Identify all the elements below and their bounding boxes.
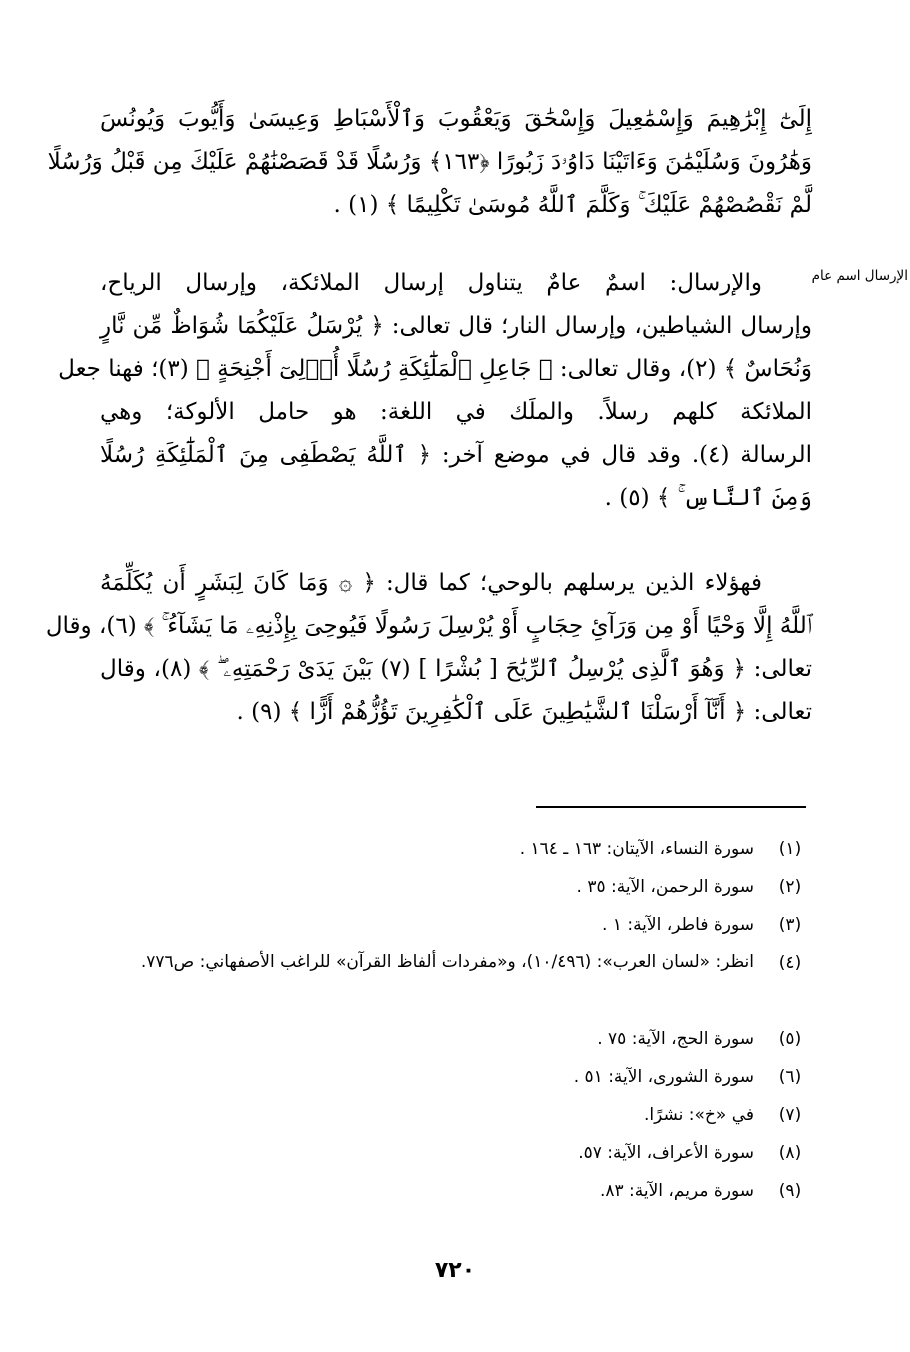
footnote-text: سورة النساء، الآيتان: ١٦٣ ـ ١٦٤ . — [519, 839, 754, 859]
text-line: تعالى: ﴿ أَنَّآ أَرْسَلْنَا ٱلشَّيَٰطِينَ عَلَى ٱلْكَٰفِرِينَ تَؤُزُّهُمْ أَزًّا ﴾ (٩) . — [236, 699, 812, 725]
footnote — [90, 1020, 810, 1058]
footnote-text: سورة الأعراف، الآية: ٥٧. — [578, 1143, 754, 1163]
footnote-number: (٢) — [778, 877, 802, 897]
text-line: وإرسال الشياطين، وإرسال النار؛ قال تعالى: ﴿ يُرْسَلُ عَلَيْكُمَا شُوَاظٌ مِّن نَّارٍ — [100, 313, 812, 339]
footnote — [90, 868, 810, 906]
text-line: وَنُحَاسٌ ﴾ (٢)، وقال تعالى: ﴿ جَاعِلِ ٱلْمَلَٰٓئِكَةِ رُسُلًا أُو۟لِىٓ أَجْنِحَةٍ ﴾ (٣)؛ فهنا جعل — [58, 356, 812, 382]
text-line: تعالى: ﴿ وَهُوَ ٱلَّذِى يُرْسِلُ ٱلرِّيَٰحَ [ بُشْرًا ] (٧) بَيْنَ يَدَىْ رَحْمَتِهِۦ ۖ ﴾ (٨)، وقال — [100, 656, 813, 682]
verse-block — [47, 98, 812, 227]
footnotes — [90, 830, 810, 1210]
footnote — [90, 906, 810, 944]
footnote — [90, 1134, 810, 1172]
footnote-text: سورة الشورى، الآية: ٥١ . — [573, 1067, 754, 1087]
text-line: وَمِنَ ٱلنَّاسِ ۚ ﴾ (٥) . — [604, 485, 812, 511]
footnote — [90, 830, 810, 868]
footnote — [90, 1058, 810, 1096]
text-line: الرسالة (٤). وقد قال في موضع آخر: ﴿ ٱللَّهُ يَصْطَفِى مِنَ ٱلْمَلَٰٓئِكَةِ رُسُلًا — [100, 442, 812, 468]
paragraph-irsal — [58, 262, 812, 520]
text-line: لَّمْ نَقْصُصْهُمْ عَلَيْكَ ۚ وَكَلَّمَ ٱللَّهُ مُوسَىٰ تَكْلِيمًا ﴾ (١) . — [333, 192, 812, 218]
footnote-number: (٤) — [778, 953, 802, 973]
footnote-text: انظر: «لسان العرب»: (١٠/٤٩٦)، و«مفردات ألفاظ القرآن» للراغب الأصفهاني: ص٧٧٦. — [140, 952, 754, 972]
text-line: الملائكة كلهم رسلاً. والملَك في اللغة: هو حامل الألوكة؛ وهي — [100, 399, 812, 425]
footnote-separator — [536, 806, 806, 808]
footnote-text: في «خ»: نشرًا. — [643, 1105, 754, 1125]
paragraph-wahy — [45, 562, 813, 734]
footnote-text: سورة الرحمن، الآية: ٣٥ . — [576, 877, 754, 897]
text-line: ٱللَّهُ إِلَّا وَحْيًا أَوْ مِن وَرَآئِ حِجَابٍ أَوْ يُرْسِلَ رَسُولًا فَيُوحِىَ بِإِذْنِهِۦ مَا يَشَآءُ ۚ ﴾ (٦)، وقال — [45, 613, 812, 639]
footnote-number: (٦) — [778, 1067, 802, 1087]
footnote-number: (١) — [778, 839, 802, 859]
footnote-number: (٧) — [778, 1105, 802, 1125]
footnote — [90, 1172, 810, 1210]
margin-note: الإرسال اسم عام — [811, 268, 908, 284]
footnote — [90, 1096, 810, 1134]
footnote-number: (٥) — [778, 1029, 802, 1049]
text-line: إِلَىٰٓ إِبْرَٰهِيمَ وَإِسْمَٰعِيلَ وَإِسْحَٰقَ وَيَعْقُوبَ وَٱلْأَسْبَاطِ وَعِيسَىٰ وَأَيُّوبَ وَيُونُسَ — [100, 106, 812, 132]
footnote-number: (٨) — [778, 1143, 802, 1163]
footnote-text: سورة الحج، الآية: ٧٥ . — [597, 1029, 754, 1049]
page-number: ٧٢٠ — [434, 1258, 476, 1283]
footnote-text: سورة فاطر، الآية: ١ . — [601, 915, 754, 935]
footnote-number: (٣) — [778, 915, 802, 935]
text-line: والإرسال: اسمٌ عامٌ يتناول إرسال الملائكة، وإرسال الرياح، — [100, 270, 762, 296]
text-line: فهؤلاء الذين يرسلهم بالوحي؛ كما قال: ﴿ ۞ وَمَا كَانَ لِبَشَرٍ أَن يُكَلِّمَهُ — [100, 570, 762, 596]
footnote-number: (٩) — [778, 1181, 802, 1201]
footnote — [90, 944, 810, 1020]
text-line: وَهَٰرُونَ وَسُلَيْمَٰنَ وَءَاتَيْنَا دَاوُۥدَ زَبُورًا ﴿١٦٣﴾ وَرُسُلًا قَدْ قَصَصْنَٰهُمْ عَلَيْكَ مِن قَبْلُ وَرُسُلًا — [47, 149, 812, 175]
footnote-text: سورة مريم، الآية: ٨٣. — [599, 1181, 754, 1201]
